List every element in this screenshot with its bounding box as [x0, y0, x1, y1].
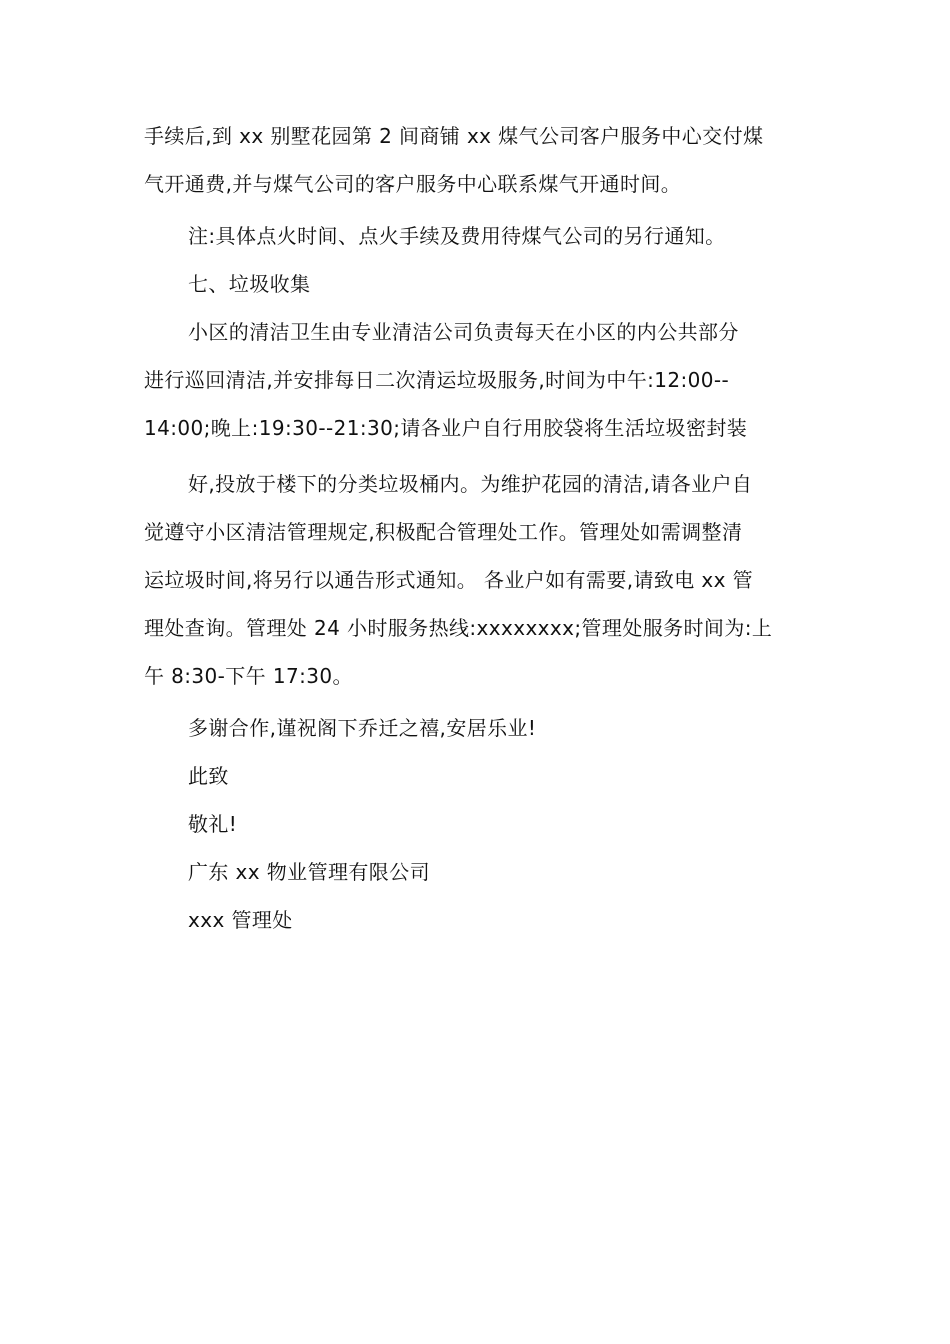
closing-line: 多谢合作,谨祝阁下乔迁之禧,安居乐业! — [188, 716, 537, 740]
document-body — [144, 112, 808, 944]
note-line: 注:具体点火时间、点火手续及费用待煤气公司的另行通知。 — [188, 224, 726, 248]
paragraph-line: 午 8:30-下午 17:30。 — [144, 664, 353, 688]
paragraph-line: 进行巡回清洁,并安排每日二次清运垃圾服务,时间为中午:12:00-- — [144, 368, 730, 392]
paragraph-line: 运垃圾时间,将另行以通告形式通知。 各业户如有需要,请致电 xx 管 — [144, 568, 754, 592]
paragraph-line: 理处查询。管理处 24 小时服务热线:xxxxxxxx;管理处服务时间为:上 — [144, 616, 773, 640]
paragraph-line: 好,投放于楼下的分类垃圾桶内。为维护花园的清洁,请各业户自 — [188, 472, 753, 496]
salutation-line: 此致 — [188, 764, 229, 788]
section-heading: 七、垃圾收集 — [188, 272, 311, 296]
salutation-line: 敬礼! — [188, 812, 238, 836]
paragraph-line: 14:00;晚上:19:30--21:30;请各业户自行用胶袋将生活垃圾密封装 — [144, 416, 748, 440]
paragraph-line: 气开通费,并与煤气公司的客户服务中心联系煤气开通时间。 — [144, 172, 682, 196]
paragraph-line: 小区的清洁卫生由专业清洁公司负责每天在小区的内公共部分 — [188, 320, 739, 344]
paragraph-line: 觉遵守小区清洁管理规定,积极配合管理处工作。管理处如需调整清 — [144, 520, 743, 544]
paragraph-line: 手续后,到 xx 别墅花园第 2 间商铺 xx 煤气公司客户服务中心交付煤 — [144, 124, 764, 148]
company-name: 广东 xx 物业管理有限公司 — [188, 860, 430, 884]
office-name: xxx 管理处 — [188, 908, 293, 932]
